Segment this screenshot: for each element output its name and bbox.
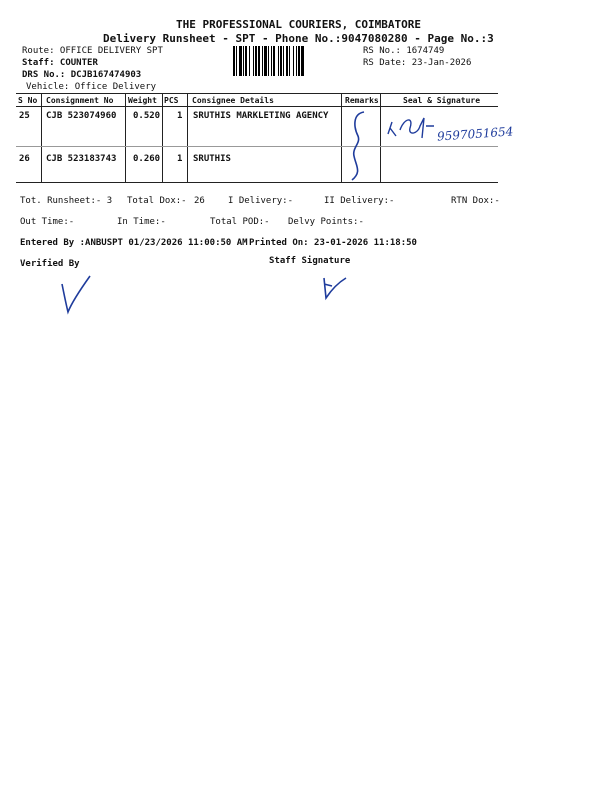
barcode-image xyxy=(233,46,359,76)
table-header-rule xyxy=(16,106,498,107)
in-time: In Time:- xyxy=(117,217,166,227)
row-consignee: SRUTHIS MARKLETING AGENCY xyxy=(193,111,329,121)
staff-text: Staff: COUNTER xyxy=(22,58,98,68)
col-sep xyxy=(162,94,163,182)
row-sno: 25 xyxy=(19,111,30,121)
header-remarks: Remarks xyxy=(345,96,379,105)
header-seal: Seal & Signature xyxy=(403,96,481,105)
header-weight: Weight xyxy=(128,96,157,105)
company-title: THE PROFESSIONAL COURIERS, COIMBATORE xyxy=(176,18,422,31)
i-delivery: I Delivery:- xyxy=(228,196,294,206)
total-runsheet: Tot. Runsheet:- 3 xyxy=(20,196,113,206)
barcode-bar xyxy=(304,46,305,76)
header-consignment: Consignment No xyxy=(46,96,114,105)
row-consignee: SRUTHIS xyxy=(193,154,231,164)
header-sno: S No xyxy=(18,96,38,105)
staff-signature-label: Staff Signature xyxy=(269,256,351,266)
col-sep xyxy=(341,94,342,182)
handwritten-signature xyxy=(384,112,436,148)
rs-date: RS Date: 23-Jan-2026 xyxy=(363,58,472,68)
header-consignee: Consignee Details xyxy=(192,96,274,105)
table-bottom-rule xyxy=(16,182,498,183)
verified-signature xyxy=(58,272,94,316)
vehicle-text: Vehicle: Office Delivery xyxy=(26,82,157,92)
printed-on: Printed On: 23-01-2026 11:18:50 xyxy=(249,238,417,248)
col-sep xyxy=(187,94,188,182)
total-dox-label: Total Dox:- xyxy=(127,196,187,206)
total-pod: Total POD:- xyxy=(210,217,270,227)
out-time: Out Time:- xyxy=(20,217,75,227)
verified-by-label: Verified By xyxy=(20,259,80,269)
runsheet-title: Delivery Runsheet - SPT - Phone No.:9047080280 - Page No.:3 xyxy=(103,32,494,45)
header-pcs: PCS xyxy=(164,96,179,105)
rtn-dox: RTN Dox:- xyxy=(451,196,500,206)
row-weight: 0.260 xyxy=(133,154,161,164)
delvy-points: Delvy Points:- xyxy=(288,217,364,227)
handwritten-brace xyxy=(346,106,372,186)
staff-signature-mark xyxy=(318,270,352,304)
col-sep xyxy=(125,94,126,182)
col-sep xyxy=(41,94,42,182)
row-consignment: CJB 523074960 xyxy=(46,111,117,121)
entered-by: Entered By :ANBUSPT 01/23/2026 11:00:50 AM xyxy=(20,238,248,248)
handwritten-phone: 9597051654 xyxy=(436,124,514,144)
ii-delivery: II Delivery:- xyxy=(324,196,395,206)
row-weight: 0.520 xyxy=(133,111,161,121)
row-sno: 26 xyxy=(19,154,30,164)
route-text: Route: OFFICE DELIVERY SPT xyxy=(22,46,163,56)
rs-number: RS No.: 1674749 xyxy=(363,46,445,56)
row-consignment: CJB 523183743 xyxy=(46,154,117,164)
col-sep xyxy=(380,94,381,182)
row-pcs: 1 xyxy=(177,154,183,164)
total-dox-value: 26 xyxy=(194,196,205,206)
row-pcs: 1 xyxy=(177,111,183,121)
drs-number: DRS No.: DCJB167474903 xyxy=(22,70,142,80)
table-top-rule xyxy=(16,93,498,94)
